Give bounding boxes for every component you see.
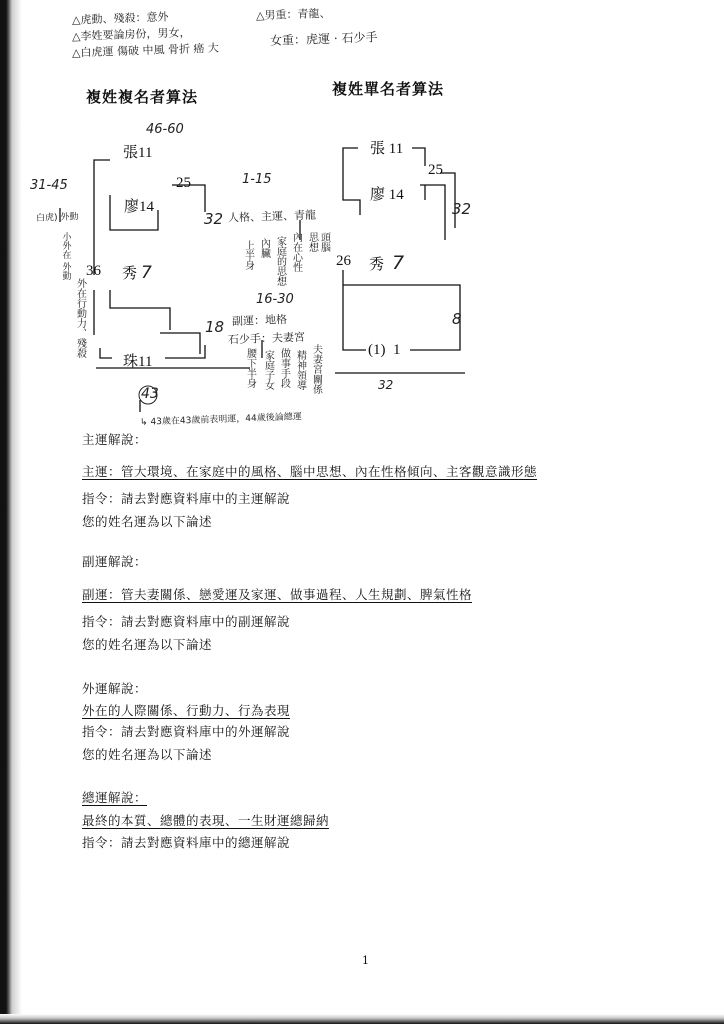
right-char-1-name: 張 [370,141,386,157]
annotation-sub-label2: 石少手：夫妻宮 [227,330,306,347]
section-sub-instruction: 指令：請去對應資料庫中的副運解說 [82,614,291,629]
section-total-instruction: 指令：請去對應資料庫中的總運解說 [82,835,291,850]
left-char-3-strokes: 7 [141,263,152,283]
page-number: 1 [362,954,369,967]
annotation-main-v6: 頭腦 [318,232,330,252]
left-age-sub: 16-30 [256,292,294,307]
left-sum-total: 43 [141,386,159,402]
left-sum-outer: 36 [86,263,101,279]
bracket-diagrams [0,0,724,460]
annotation-sub-v2: 家庭子女 [262,350,274,390]
section-total-heading: 總運解說： [82,790,148,805]
annotation-main-v1: 上半身 [242,240,254,270]
right-sum-top: 25 [428,162,443,178]
left-sum-top: 25 [176,175,191,191]
annotation-white-tiger: 白虎) 外動 [35,212,79,224]
right-char-3-strokes: 7 [392,252,405,274]
annotation-sub-v1: 腰下半身 [244,348,256,388]
right-char-4-name: (1) [368,342,386,358]
left-age-top: 46-60 [146,122,184,137]
annotation-outer-col2: 小外在 外動 [60,232,71,280]
right-sum-lower: 8 [452,310,462,328]
right-char-1 [370,137,403,158]
left-char-2 [124,195,154,216]
note-top-left-1: △虎動、殘殺：意外 [71,10,169,27]
section-main-heading: 主運解說： [82,432,148,447]
annotation-main-v5: 思想 [306,232,318,252]
section-sub-heading: 副運解說： [82,554,148,569]
left-age-left: 31-45 [30,178,68,193]
left-char-1 [123,141,152,162]
annotation-sub-v4: 精神領導 [294,350,306,390]
right-char-2 [370,183,404,204]
left-char-1-name: 張 [123,145,139,161]
section-outer-heading: 外運解說： [82,681,148,696]
right-char-1-strokes: 11 [388,141,404,157]
section-outer-result: 您的姓名運為以下論述 [82,747,213,762]
right-char-4-strokes: 1 [393,342,401,358]
right-char-3-name: 秀 [369,257,385,273]
right-char-3 [369,252,404,274]
left-char-1-strokes: 11 [138,145,153,161]
right-char-2-strokes: 14 [388,187,404,203]
right-char-2-name: 廖 [370,187,386,203]
section-main-instruction: 指令：請去對應資料庫中的主運解說 [82,491,291,506]
annotation-main-v4: 內在心性 [290,232,302,272]
left-sum-lower: 18 [205,318,225,336]
section-total-desc: 最終的本質、總體的表現、一生財運總歸納 [82,813,330,828]
annotation-sub-label: 副運：地格 [231,313,288,328]
section-main-result: 您的姓名運為以下論述 [82,514,213,529]
note-top-left-3: △白虎運 傷破 中風 骨折 癌 大 [71,41,220,60]
title-compound-surname-single-name: 複姓單名者算法 [332,80,445,98]
annotation-main-v3: 家庭的思想 [274,236,286,286]
note-top-right-2: 女重：虎運 · 石少手 [269,30,378,48]
right-sum-outer: 26 [336,253,351,269]
scan-bottom-edge [0,1014,724,1024]
left-char-4 [123,350,152,371]
annotation-sub-v5: 夫妻宮關係 [310,344,322,394]
note-top-left-2: △李姓要論房份，男女， [71,25,191,44]
left-char-3-name: 秀 [122,266,138,282]
right-sum-total: 32 [378,378,394,392]
right-char-4 [368,342,401,359]
section-sub-result: 您的姓名運為以下論述 [82,637,213,652]
left-char-3 [122,262,152,283]
left-sum-main: 32 [204,210,224,228]
section-sub-desc: 副運：管夫妻關係、戀愛運及家運、做事過程、人生規劃、脾氣性格 [82,587,473,602]
annotation-main-v2: 內臟 [258,238,270,258]
annotation-sub-v3: 做事手段 [278,348,290,388]
right-sum-main: 32 [452,200,472,218]
title-compound-surname-compound-name: 複姓複名者算法 [86,88,199,106]
left-char-2-name: 廖 [124,199,140,215]
section-outer-desc: 外在的人際關係、行動力、行為表現 [82,703,291,718]
annotation-main-label: 人格、主運、青龍 [227,208,317,225]
annotation-outer-col1: 外在行動力、殘殺 [74,278,86,358]
annotation-total-note: ↳ 43歲在43歲前表明運，44歲後論總運 [139,412,302,428]
note-top-right-1: △男重：青龍、 [255,6,331,23]
left-age-main: 1-15 [242,172,272,187]
section-main-desc: 主運：管大環境、在家庭中的風格、腦中思想、內在性格傾向、主客觀意識形態 [82,464,538,479]
section-outer-instruction: 指令：請去對應資料庫中的外運解說 [82,724,291,739]
left-char-4-name: 珠 [123,354,139,370]
left-char-2-strokes: 14 [139,199,155,215]
left-char-4-strokes: 11 [138,354,153,370]
